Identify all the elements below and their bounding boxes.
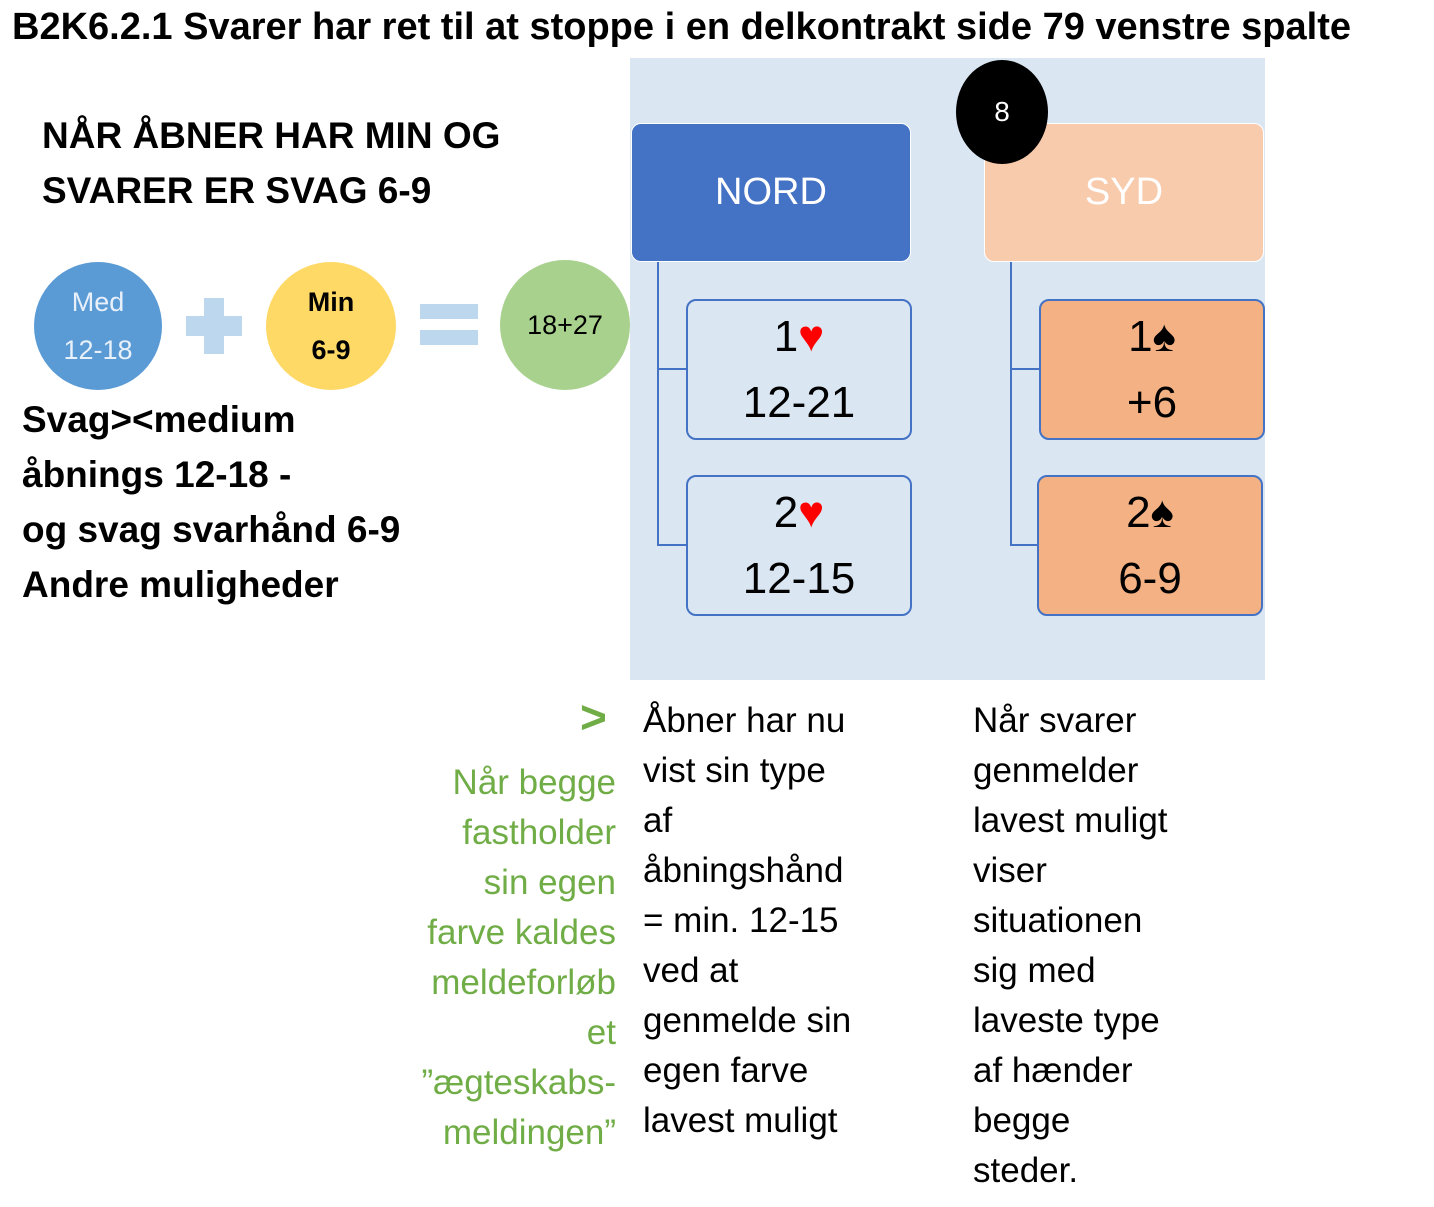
nord-bid-1 <box>686 299 912 440</box>
syd-connector-2 <box>1010 544 1037 546</box>
green-note-line: Når begge <box>452 763 616 802</box>
plus-icon-vertical <box>204 298 224 354</box>
result-circle <box>500 260 630 390</box>
nord-bid-2-range: 12-15 <box>742 553 856 603</box>
syd-bid-2-range: 6-9 <box>1118 553 1182 603</box>
green-note-line: fastholder <box>462 813 616 852</box>
nord-bid-1-call: 1♥ <box>773 311 825 361</box>
heart-icon: ♥ <box>798 311 825 361</box>
right-explanation-line: Når svarer <box>973 701 1137 740</box>
right-explanation-line: steder. <box>973 1151 1079 1190</box>
right-explanation-line: af hænder <box>973 1051 1133 1090</box>
right-explanation-line: situationen <box>973 901 1143 940</box>
green-note <box>421 758 616 1158</box>
nord-connector <box>657 262 659 546</box>
nord-bid-1-range: 12-21 <box>742 377 856 427</box>
left-explanation <box>643 696 851 1146</box>
right-explanation-line: laveste type <box>973 1001 1160 1040</box>
nord-connector-2 <box>657 544 686 546</box>
svag-line-4: Andre muligheder <box>22 564 339 605</box>
arrow-icon: > <box>580 691 607 743</box>
left-explanation-line: egen farve <box>643 1051 809 1090</box>
left-explanation-line: vist sin type <box>643 751 826 790</box>
green-note-line: farve kaldes <box>427 913 616 952</box>
green-note-line: ”ægteskabs- <box>421 1063 616 1102</box>
right-explanation-line: lavest muligt <box>973 801 1168 840</box>
right-explanation <box>973 696 1168 1196</box>
svag-line-3: og svag svarhånd 6-9 <box>22 509 401 550</box>
med-circle <box>34 262 162 390</box>
syd-bid-2 <box>1037 475 1263 616</box>
syd-connector-1 <box>1010 368 1039 370</box>
svag-line-2: åbnings 12-18 - <box>22 454 292 495</box>
med-range: 12-18 <box>63 335 133 365</box>
syd-bid-2-call: 2♠ <box>1126 487 1174 537</box>
heading-line-1: NÅR ÅBNER HAR MIN OG <box>42 115 501 156</box>
min-circle <box>266 262 396 390</box>
left-explanation-line: åbningshånd <box>643 851 844 890</box>
svag-line-1: Svag><medium <box>22 399 296 440</box>
left-explanation-line: af <box>643 801 673 840</box>
syd-bid-1 <box>1039 299 1265 440</box>
green-note-line: meldeforløb <box>431 963 616 1002</box>
nord-label: NORD <box>715 171 827 213</box>
nord-box <box>631 123 911 262</box>
heading-line-2: SVARER ER SVAG 6-9 <box>42 170 432 211</box>
green-note-line: sin egen <box>483 863 616 902</box>
heart-icon: ♥ <box>798 487 825 537</box>
nord-connector-1 <box>657 368 686 370</box>
equals-icon <box>420 304 478 319</box>
syd-label: SYD <box>1084 171 1164 213</box>
spade-icon: ♠ <box>1152 311 1176 361</box>
result-value: 18+27 <box>527 310 603 340</box>
green-note-line: meldingen” <box>442 1113 616 1152</box>
left-explanation-line: lavest muligt <box>643 1101 838 1140</box>
right-explanation-line: genmelder <box>973 751 1139 790</box>
equals-icon-lower <box>420 330 478 345</box>
right-explanation-line: sig med <box>973 951 1096 990</box>
syd-connector <box>1010 262 1012 546</box>
nord-bid-2 <box>686 475 912 616</box>
med-label: Med <box>71 287 125 317</box>
spade-icon: ♠ <box>1150 487 1174 537</box>
left-explanation-line: genmelde sin <box>643 1001 852 1040</box>
syd-bid-1-call: 1♠ <box>1128 311 1176 361</box>
min-range: 6-9 <box>311 335 351 365</box>
green-note-line: et <box>586 1013 616 1052</box>
left-explanation-line: ved at <box>643 951 739 990</box>
left-explanation-line: = min. 12-15 <box>643 901 839 940</box>
number-badge: 8 <box>956 60 1048 164</box>
min-label: Min <box>307 287 355 317</box>
right-explanation-line: begge <box>973 1101 1071 1140</box>
right-explanation-line: viser <box>973 851 1047 890</box>
heading <box>42 108 500 218</box>
left-explanation-line: Åbner har nu <box>643 701 846 740</box>
svag-text <box>22 392 400 612</box>
syd-bid-1-range: +6 <box>1126 377 1178 427</box>
nord-bid-2-call: 2♥ <box>773 487 825 537</box>
slide-title: B2K6.2.1 Svarer har ret til at stoppe i en delkontrakt side 79 venstre spalte <box>12 6 1351 48</box>
